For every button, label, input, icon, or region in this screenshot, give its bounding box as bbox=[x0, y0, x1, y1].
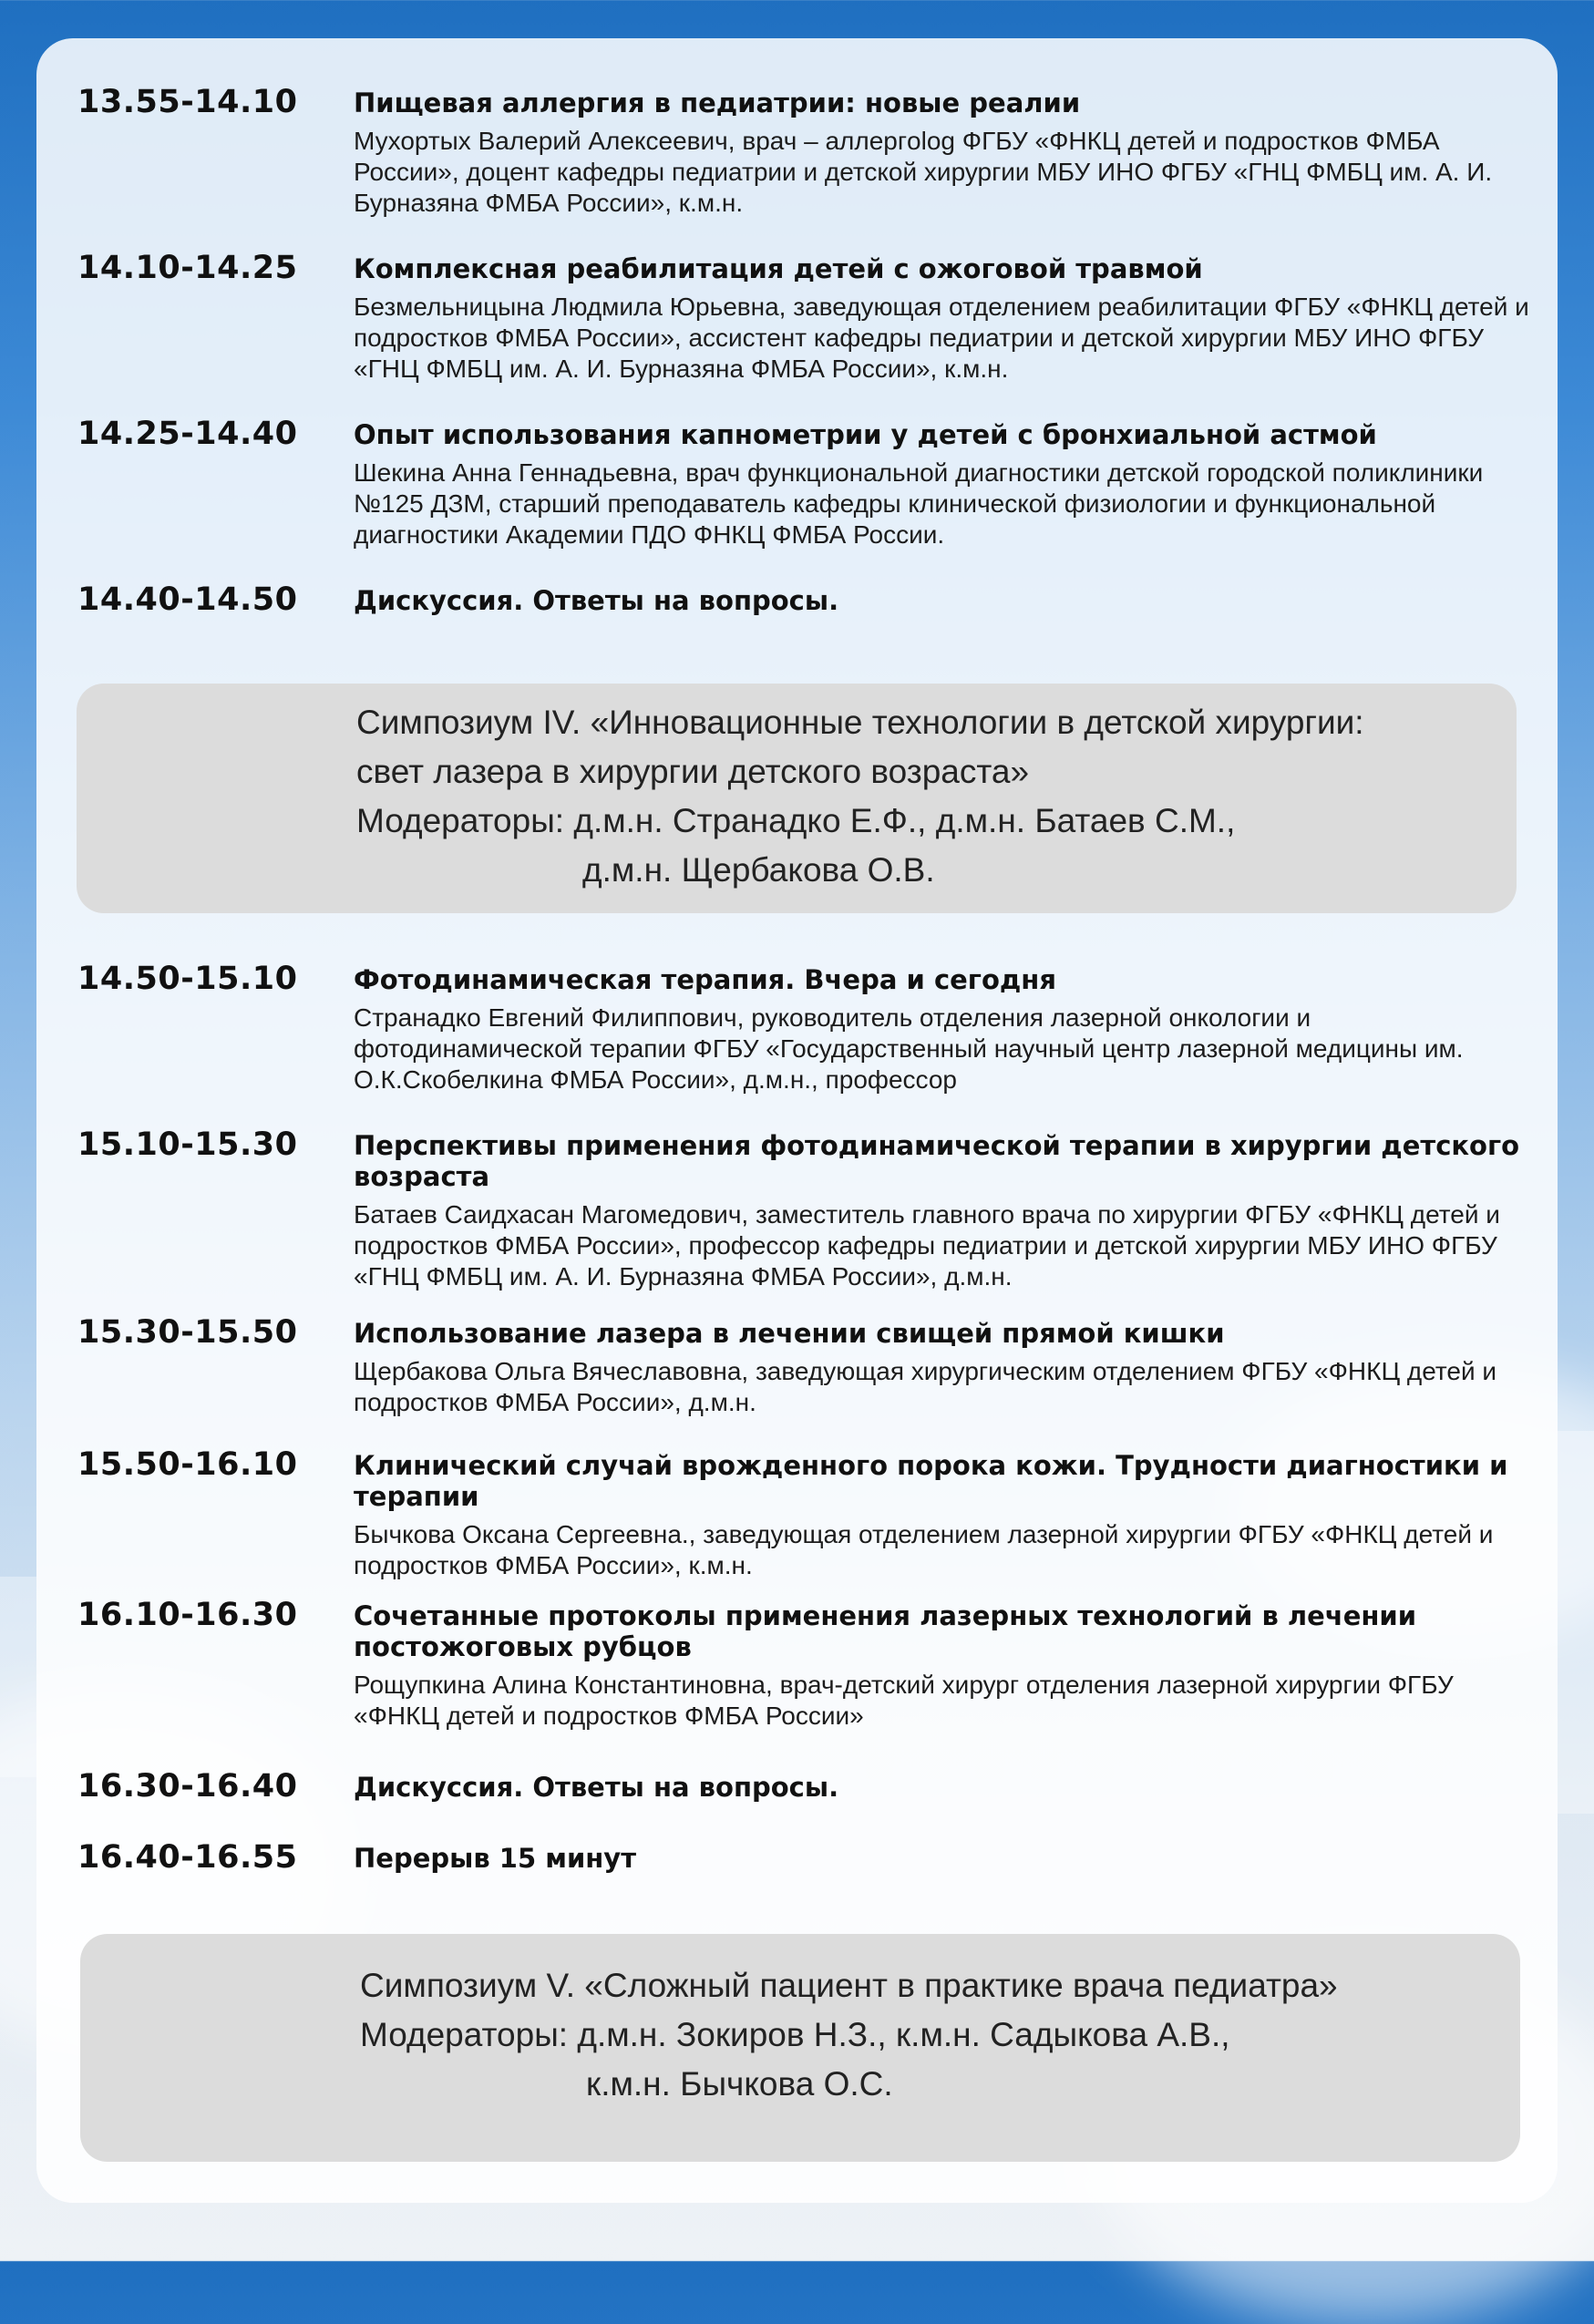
session-title: Фотодинамическая терапия. Вчера и сегодня bbox=[354, 964, 1056, 995]
session-title: Дискуссия. Ответы на вопросы. bbox=[354, 585, 839, 616]
session-title: Использование лазера в лечении свищей прямой кишки bbox=[354, 1318, 1225, 1349]
session-speaker: Безмельницына Людмила Юрьевна, заведующая отделением реабилитации ФГБУ «ФНКЦ детей и подростков ФМБА России», ассистент кафедры педиатрии и детской хирургии МБУ ИНО ФГБУ «ГНЦ ФМБЦ им. А. И. Бурназяна ФМБА России», к.м.н. bbox=[354, 293, 1529, 383]
symposium-4-moderators-line2: д.м.н. Щербакова О.В. bbox=[582, 851, 935, 889]
session-title: Сочетанные протоколы применения лазерных технологий в лечении постожоговых рубцов bbox=[354, 1600, 1417, 1662]
session-speaker: Батаев Саидхасан Магомедович, заместитель главного врача по хирургии ФГБУ «ФНКЦ детей и подростков ФМБА России», профессор кафедры педиатрии и детской хирургии МБУ ИНО ФГБУ «ГНЦ ФМБЦ им. А. И. Бурназяна ФМБА России», д.м.н. bbox=[354, 1200, 1500, 1291]
symposium-4-title-line2: свет лазера в хирургии детского возраста» bbox=[356, 753, 1030, 790]
session-time: 15.30-15.50 bbox=[77, 1314, 298, 1351]
session-time: 14.40-14.50 bbox=[77, 581, 298, 618]
symposium-4-moderators-line1: Модераторы: д.м.н. Странадко Е.Ф., д.м.н. Батаев С.М., bbox=[356, 802, 1236, 839]
session-time: 16.10-16.30 bbox=[77, 1597, 298, 1633]
session-speaker: Мухортых Валерий Алексеевич, врач – аллергolog ФГБУ «ФНКЦ детей и подростков ФМБА России», доцент кафедры педиатрии и детской хирургии МБУ ИНО ФГБУ «ГНЦ ФМБЦ им. А. И. Бурназяна ФМБА России», к.м.н. bbox=[354, 127, 1493, 217]
session-time: 16.30-16.40 bbox=[77, 1768, 298, 1805]
session-time: 13.55-14.10 bbox=[77, 84, 298, 120]
building-decoration bbox=[1558, 1431, 1594, 1814]
symposium-5-box bbox=[80, 1934, 1520, 2162]
session-speaker: Бычкова Оксана Сергеевна., заведующая отделением лазерной хирургии ФГБУ «ФНКЦ детей и подростков ФМБА России», к.м.н. bbox=[354, 1520, 1494, 1579]
session-time: 15.10-15.30 bbox=[77, 1126, 298, 1163]
symposium-5-title: Симпозиум V. «Сложный пациент в практике врача педиатра» bbox=[360, 1967, 1338, 2004]
session-time: 14.25-14.40 bbox=[77, 416, 298, 452]
session-speaker: Шекина Анна Геннадьевна, врач функциональной диагностики детской городской поликлиники №125 ДЗМ, старший преподаватель кафедры клинической физиологии и функциональной диагностики Академии ПДО ФНКЦ ФМБА России. bbox=[354, 458, 1484, 549]
session-speaker: Странадко Евгений Филиппович, руководитель отделения лазерной онкологии и фотодинамической терапии ФГБУ «Государственный научный центр лазерной медицины им. О.К.Скобелкина ФМБА России», д.м.н., профессор bbox=[354, 1003, 1464, 1094]
building-decoration bbox=[0, 1577, 36, 1777]
symposium-4-title-line1: Симпозиум IV. «Инновационные технологии в детской хирургии: bbox=[356, 704, 1364, 741]
session-time: 16.40-16.55 bbox=[77, 1839, 298, 1876]
session-title: Дискуссия. Ответы на вопросы. bbox=[354, 1772, 839, 1803]
session-speaker: Рощупкина Алина Константиновна, врач-детский хирург отделения лазерной хирургии ФГБУ «ФНКЦ детей и подростков ФМБА России» bbox=[354, 1671, 1454, 1730]
session-time: 14.10-14.25 bbox=[77, 250, 298, 286]
session-title: Перспективы применения фотодинамической терапии в хирургии детского возраста bbox=[354, 1130, 1520, 1192]
symposium-5-moderators-line1: Модераторы: д.м.н. Зокиров Н.З., к.м.н. Садыкова А.В., bbox=[360, 2016, 1230, 2053]
session-title: Комплексная реабилитация детей с ожоговой травмой bbox=[354, 253, 1203, 284]
program-panel bbox=[36, 38, 1558, 2203]
session-time: 15.50-16.10 bbox=[77, 1446, 298, 1483]
session-title: Пищевая аллергия в педиатрии: новые реалии bbox=[354, 87, 1081, 118]
session-time: 14.50-15.10 bbox=[77, 961, 298, 997]
symposium-4-box bbox=[77, 684, 1517, 913]
session-title: Опыт использования капнометрии у детей с бронхиальной астмой bbox=[354, 419, 1377, 450]
session-title: Перерыв 15 минут bbox=[354, 1843, 637, 1874]
session-title: Клинический случай врожденного порока кожи. Трудности диагностики и терапии bbox=[354, 1450, 1508, 1512]
symposium-5-moderators-line2: к.м.н. Бычкова О.С. bbox=[586, 2065, 893, 2103]
session-speaker: Щербакова Ольга Вячеславовна, заведующая хирургическим отделением ФГБУ «ФНКЦ детей и подростков ФМБА России», д.м.н. bbox=[354, 1357, 1497, 1416]
